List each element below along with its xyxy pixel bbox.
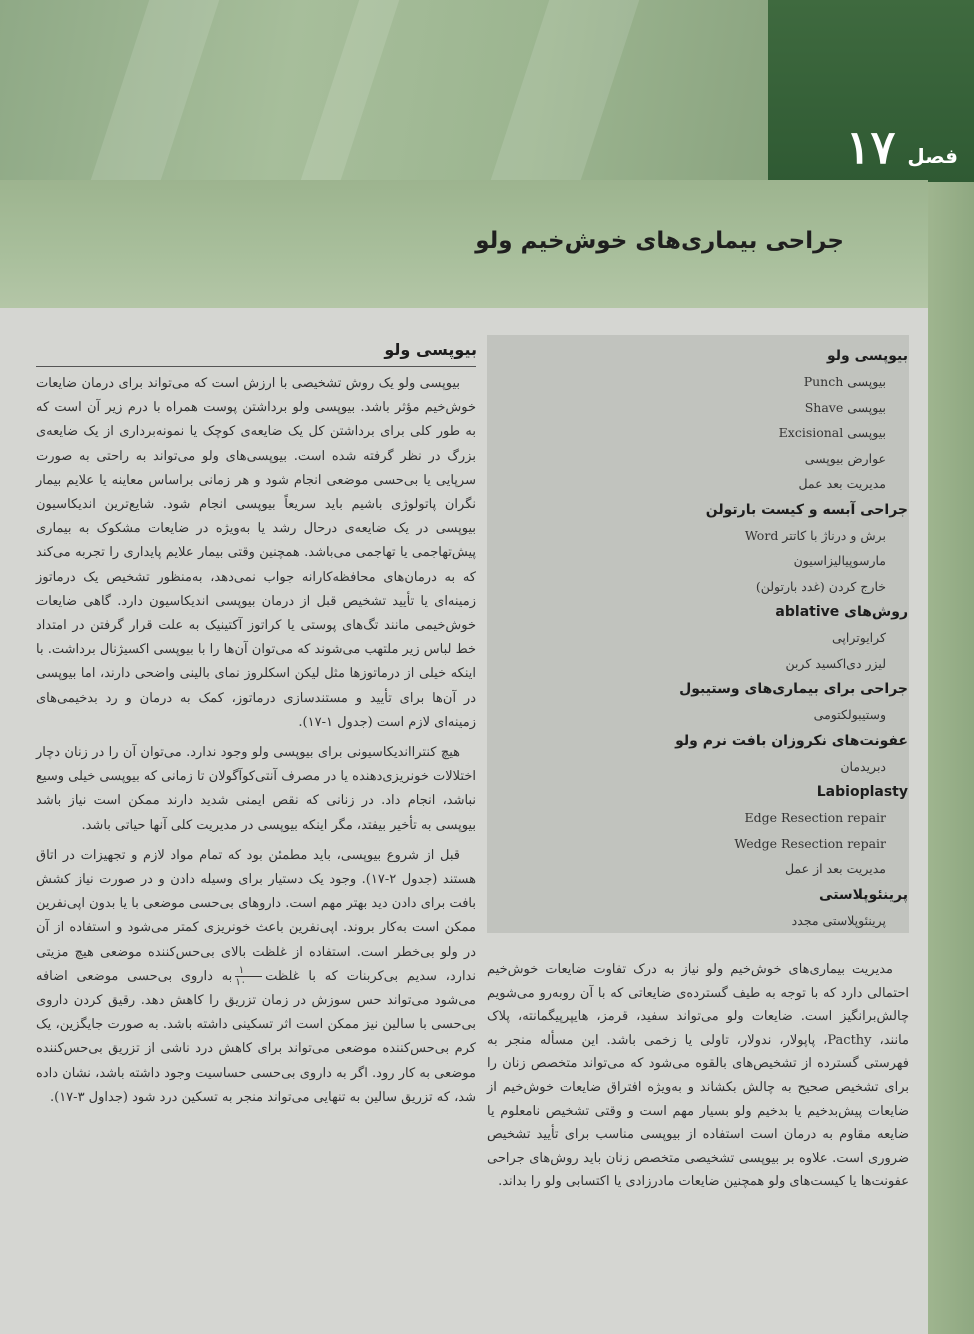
paragraph: هیچ کنترااندیکاسیونی برای بیوپسی ولو وجود ندارد. می‌توان آن را در زنان دچار اختلالات خونریزی‌دهنده یا در مصرف آنتی‌کوآگولان تا زمانی که بیوپسی خیلی وسیع نباشد، انجام داد. در زنانی که نقص ایمنی شدید دارند ممکن است نیاز باشد بیوپسی به تأخیر بیفتد، مگر اینکه بیوپسی در مدیریت کلی آنها حیاتی باشد. [36,745,476,833]
paragraph: بیوپسی ولو یک روش تشخیصی با ارزش است که می‌تواند برای درمان ضایعات خوش‌خیم مؤثر باشد. بیوپسی ولو برداشتن پوست همراه با درم زیر آن است که به طور کلی برای برداشتن کل یک ضایعه‌ی کوچک یا نمونه‌برداری از یک ضایعه‌ی بزرگ در نظر گرفته شده است. بیوپسی‌های ولو می‌تواند به راحتی به صورت سرپایی یا بی‌حسی موضعی انجام شود و هر زمانی براساس معاینه یا علایم بیمار نگران پاتولوژی باشیم باید سریعاً بیوپسی انجام شود. شایع‌ترین اندیکاسیون بیوپسی در یک ضایعه‌ی درحال رشد یا به‌ویژه در ضایعات مشکوک به بیماری پیش‌تهاجمی یا تهاجمی می‌باشد. همچنین وقتی بیمار علایم پایداری را تجربه می‌کند که به درمان‌های محافظه‌کارانه جواب نمی‌دهد، به‌منظور تشخیص یک درماتوز زمینه‌ای یا تأیید تشخیص قبل از درمان بیوپسی اندیکاسیون دارد. گاهی ضایعات خوش‌خیمی مانند تگ‌های پوستی یا کراتوز آکتینیک به علت قرار گرفتن در امتداد خط لباس زیر ملتهب می‌شوند که می‌توان آن‌ها را با بیوپسی اکسیژنال برداشت. با اینکه خیلی از درماتوزها مثل لیکن اسکلروز نمای بالینی واضحی دارند، اما بیوپسی در آن‌ها برای تأیید و مستندسازی درماتوز، کمک به درمان و رد بدخیمی‌های زمینه‌ای لازم است (جدول ۱-۱۷). [36,376,476,730]
outline-item: کرایوتراپی [831,630,886,645]
outline-heading: پرینئوپلاستی [819,886,908,903]
fraction-numerator: ۱ [235,965,262,977]
fraction-denominator: ۱۰ [235,976,247,988]
chapter-number: ۱۷ [845,120,896,174]
outline-item: پرینئوپلاستی مجدد [791,912,886,928]
outline-item: مارسوپیالیزاسیون [793,553,886,568]
outline-item: وستیبولکتومی [813,707,886,722]
section-rule [36,366,476,367]
outline-item: عوارض بیوپسی [804,450,886,466]
outline-heading: عفونت‌های نکروزان بافت نرم ولو [675,732,908,749]
paragraph-part: به داروی بی‌حسی موضعی اضافه می‌شود می‌تواند حس سوزش در زمان تزریق را کاهش دهد. رقیق کردن داروی بی‌حسی با سالین نیز ممکن است اثر تسکینی داشته باشد. به صورت جایگزین، یک کرم بی‌حس‌کننده موضعی می‌تواند برای کاهش درد ناشی از تزریق بی‌حس‌کننده موضعی به کار رود. اگر به داروی بی‌حسی حساسیت وجود داشته باشد، نشان داده شد، که تزریق سالین به تنهایی می‌تواند منجر به تسکین درد شود (جداول ۳-۱۷). [36,968,476,1105]
outline-heading: Labioplasty [816,784,908,800]
outline-item: مدیریت بعد از عمل [784,861,886,876]
paragraph-part: قبل از شروع بیوپسی، باید مطمئن بود که تمام مواد لازم و تجهیزات در اتاق هستند (جدول ۲-۱۷). وجود یک دستیار برای وسیله دادن و در صورت نیاز کشش بافت برای دادن دید بهتر مهم است. داروهای بی‌حسی موضعی با یا بدون اپی‌نفرین ممکن است به‌کار بروند. اپی‌نفرین باعث خونریزی کمتر می‌شود و استفاده از آن در ولو بی‌خطر است. استفاده از غلظت بالای بی‌حس‌کننده موضعی هیچ مزیتی ندارد، سدیم بی‌کربنات که با غلظت [36,847,476,984]
outline-item: بیوپسی Punch [803,374,886,389]
outline-heading: جراحی آبسه و کیست بارتولن [705,501,908,518]
outline-item: دبریدمان [840,758,886,774]
outline-item: Wedge Resection repair [734,835,886,851]
outline-item: Edge Resection repair [744,810,886,825]
outline-heading: جراحی برای بیماری‌های وستیبول [679,681,908,697]
outline-item: برش و درناژ با کاتتر Word [744,527,886,543]
outline-item: خارج کردن (غدد بارتولن) [755,578,886,594]
outline-item: مدیریت بعد عمل [798,476,886,491]
right-column-text [487,958,909,1194]
outline-heading: بیوپسی ولو [826,348,908,364]
section-title: بیوپسی ولو [384,340,477,359]
chapter-label [845,120,958,174]
page-title: جراحی بیماری‌های خوش‌خیم ولو [475,228,844,254]
chapter-word: فصل [907,144,958,168]
page-edge-strip [928,182,974,1334]
outline-heading: روش‌های ablative [775,604,908,620]
left-column-text [36,372,476,1116]
paragraph [36,844,476,1110]
outline-item: بیوپسی Excisional [778,425,886,440]
paragraph: مدیریت بیماری‌های خوش‌خیم ولو نیاز به درک تفاوت ضایعات خوش‌خیم احتمالی دارد که با توجه به طیف گسترده‌ی ضایعاتی که با آن روبه‌رو می‌شویم چالش‌برانگیز است. ضایعات ولو می‌تواند سفید، قرمز، هایپرپیگمانته، پلاک مانند، Pacthy، پاپولار، ندولار، تاولی یا زخمی باشد. این مسأله منجر به فهرستی گسترده از تشخیص‌های بالقوه می‌شود که می‌تواند متخصص زنان را برای تشخیص صحیح به چالش بکشاند و به‌ویژه افتراق ضایعات خوش‌خیم از ضایعات پیش‌بدخیم یا بدخیم ولو بسیار مهم است و وقتی تشخیص نامعلوم یا ضایعه مقاوم به درمان است استفاده از بیوپسی مناسب برای تأیید تشخیص ضروری است. علاوه بر بیوپسی تشخیصی متخصص زنان باید روش‌های جراحی عفونت‌ها یا کیست‌های ولو همچنین ضایعات مادرزادی یا اکتسابی ولو را بداند. [487,962,909,1190]
outline-item: لیزر دی‌اکسید کربن [785,655,886,671]
fraction [235,965,262,988]
outline-item: بیوپسی Shave [804,399,886,415]
chapter-outline [508,343,908,933]
